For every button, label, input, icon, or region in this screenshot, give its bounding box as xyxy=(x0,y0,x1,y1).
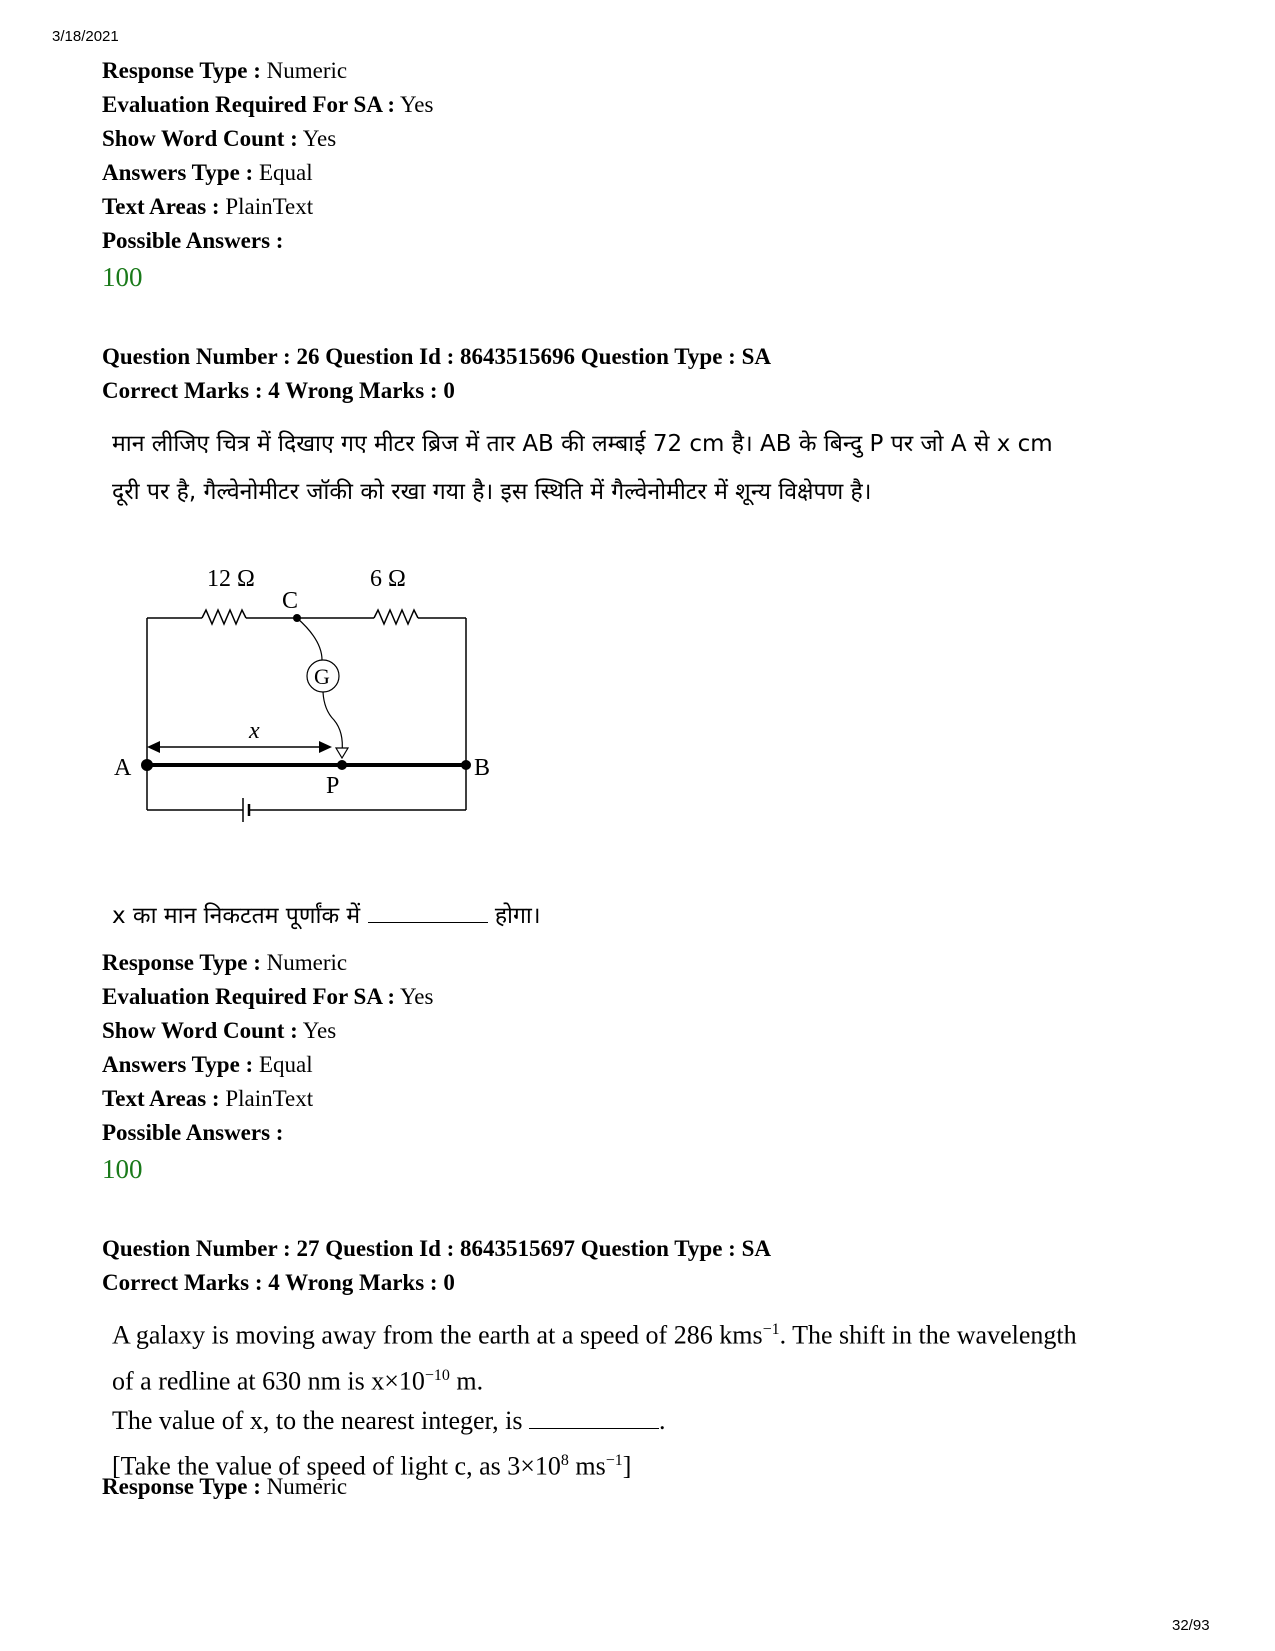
label: Response Type : xyxy=(102,950,261,975)
terminal-b xyxy=(461,760,471,770)
value: PlainText xyxy=(225,1086,314,1111)
label-c: C xyxy=(282,588,299,614)
value: Numeric xyxy=(266,58,348,83)
ask-text: x का मान निकटतम पूर्णांक में xyxy=(112,903,361,929)
value: Equal xyxy=(258,1052,313,1077)
label: Show Word Count : xyxy=(102,1018,298,1043)
label: Evaluation Required For SA : xyxy=(102,92,396,117)
question-line: [Take the value of speed of light c, as $3\times 10^8$ $ms^{-1}$] xyxy=(112,1451,632,1481)
resistor-6-ohm xyxy=(374,610,418,624)
question-26-ask xyxy=(112,892,1192,940)
resistor-12-ohm xyxy=(202,610,246,624)
response-details-3 xyxy=(102,1470,347,1504)
question-line: मान लीजिए चित्र में दिखाए गए मीटर ब्रिज में तार AB की लम्बाई 72 cm है। AB के बिन्दु P पर जो A से x cm xyxy=(112,431,1053,457)
terminal-a xyxy=(141,759,153,771)
label-g: G xyxy=(314,664,330,689)
question-line: of a redline at 630 nm is $x\times 10^{-10}$ m. xyxy=(112,1366,484,1396)
question-26-header xyxy=(102,340,771,408)
label-b: B xyxy=(474,755,491,781)
question-meta: Question Number : 27 Question Id : 8643515697 Question Type : SA xyxy=(102,1236,771,1261)
label: Answers Type : xyxy=(102,160,254,185)
ask-text: होगा। xyxy=(494,903,541,929)
meter-bridge-diagram xyxy=(112,566,532,860)
label: Text Areas : xyxy=(102,1086,220,1111)
jockey-tip xyxy=(336,748,348,758)
print-date: 3/18/2021 xyxy=(52,28,119,45)
question-line: A galaxy is moving away from the earth at a speed of 286 kms$^{-1}$. The shift in the wavelength xyxy=(112,1320,1077,1350)
label-x: x xyxy=(249,718,260,744)
possible-answer: 100 xyxy=(102,1154,143,1184)
label: Answers Type : xyxy=(102,1052,254,1077)
marks-meta: Correct Marks : 4 Wrong Marks : 0 xyxy=(102,1270,455,1295)
response-details-2 xyxy=(102,946,433,1188)
label-12-ohm: 12 Ω xyxy=(207,566,255,592)
answer-blank xyxy=(368,904,488,923)
question-line: The value of x, to the nearest integer, is . xyxy=(112,1406,666,1436)
arrow-head xyxy=(319,741,332,753)
value: Yes xyxy=(400,984,434,1009)
label-a: A xyxy=(114,755,132,781)
value: PlainText xyxy=(225,194,314,219)
label-p: P xyxy=(326,773,340,799)
jockey-wire xyxy=(323,692,342,752)
value: Yes xyxy=(302,126,337,151)
point-p xyxy=(337,760,347,770)
label: Possible Answers : xyxy=(102,228,284,253)
label: Show Word Count : xyxy=(102,126,298,151)
question-meta: Question Number : 26 Question Id : 8643515696 Question Type : SA xyxy=(102,344,771,369)
response-details-1 xyxy=(102,54,433,296)
answer-blank xyxy=(529,1410,659,1429)
label: Evaluation Required For SA : xyxy=(102,984,396,1009)
value: Equal xyxy=(258,160,313,185)
value: Yes xyxy=(400,92,434,117)
label: Possible Answers : xyxy=(102,1120,284,1145)
label-6-ohm: 6 Ω xyxy=(370,566,406,592)
label: Text Areas : xyxy=(102,194,220,219)
value: Numeric xyxy=(266,950,348,975)
question-26-text xyxy=(112,420,1192,516)
label: Response Type : xyxy=(102,1474,261,1499)
question-27-header xyxy=(102,1232,771,1300)
wire xyxy=(297,618,322,660)
arrow-head xyxy=(147,741,160,753)
label: Response Type : xyxy=(102,58,261,83)
question-27-text xyxy=(112,1310,1077,1487)
page-number: 32/93 xyxy=(1172,1617,1210,1634)
marks-meta: Correct Marks : 4 Wrong Marks : 0 xyxy=(102,378,455,403)
value: Yes xyxy=(302,1018,337,1043)
value: Numeric xyxy=(266,1474,348,1499)
question-line: दूरी पर है, गैल्वेनोमीटर जॉकी को रखा गया है। इस स्थिति में गैल्वेनोमीटर में शून्य विक्षेपण है। xyxy=(112,479,872,505)
possible-answer: 100 xyxy=(102,262,143,292)
